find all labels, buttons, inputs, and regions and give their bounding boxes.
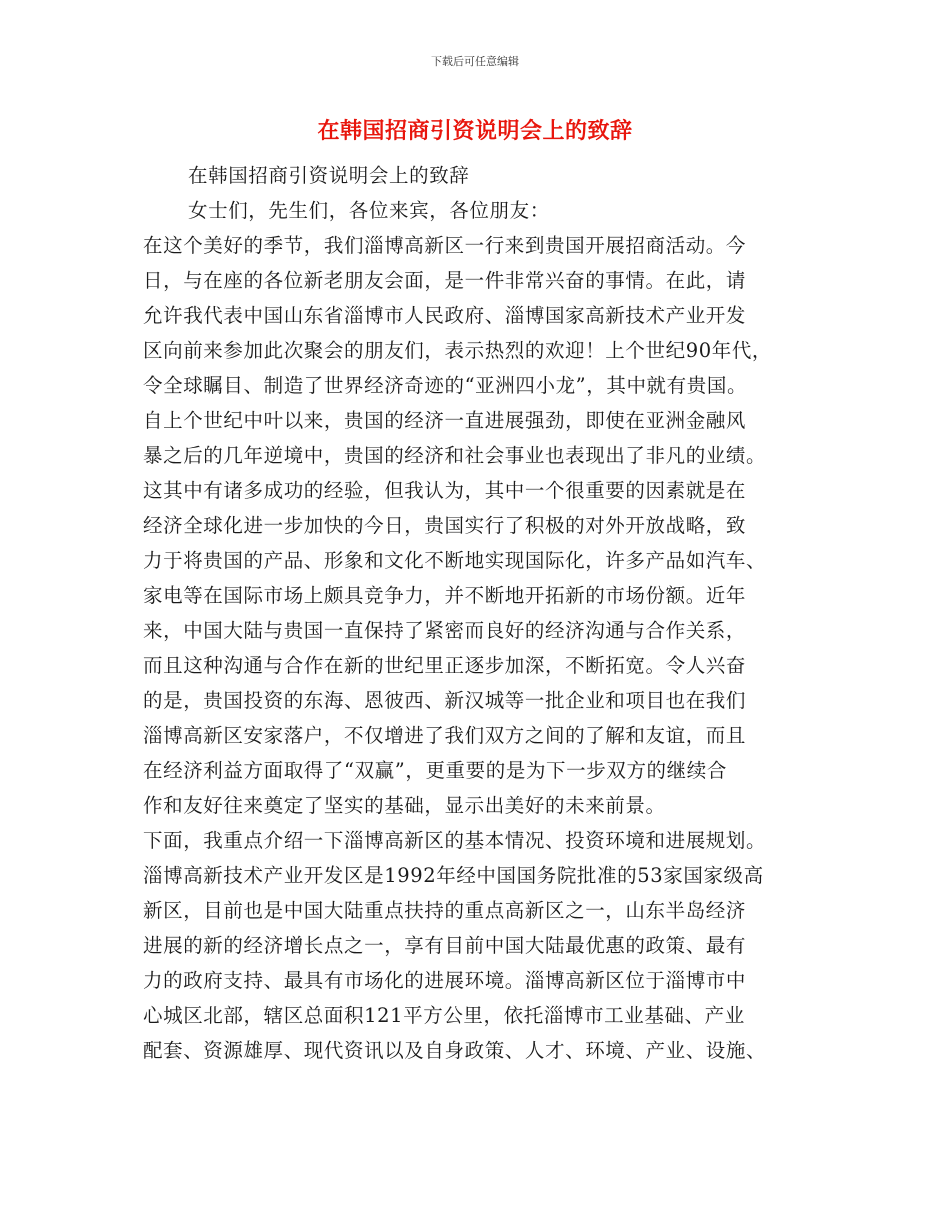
body-line: 下面，我重点介绍一下淄博高新区的基本情况、投资环境和进展规划。 <box>143 829 767 852</box>
body-line: 心城区北部，辖区总面积121平方公里，依托淄博市工业基础、产业 <box>143 1004 745 1027</box>
body-line: 日，与在座的各位新老朋友会面，是一件非常兴奋的事情。在此，请 <box>143 269 747 292</box>
body-line: 自上个世纪中叶以来，贵国的经济一直进展强劲，即使在亚洲金融风 <box>143 409 747 432</box>
body-line: 淄博高新区安家落户，不仅增进了我们双方之间的了解和友谊，而且 <box>143 724 747 747</box>
body-line: 女士们，先生们，各位来宾，各位朋友： <box>188 199 550 222</box>
body-line: 配套、资源雄厚、现代资讯以及自身政策、人才、环境、产业、设施、 <box>143 1039 767 1062</box>
body-line: 而且这种沟通与合作在新的世纪里正逐步加深，不断拓宽。令人兴奋 <box>143 654 747 677</box>
body-line: 作和友好往来奠定了坚实的基础，显示出美好的未来前景。 <box>143 794 666 817</box>
body-line: 力于将贵国的产品、形象和文化不断地实现国际化，许多产品如汽车、 <box>143 549 767 572</box>
body-line: 在韩国招商引资说明会上的致辞 <box>188 164 470 187</box>
body-line: 区向前来参加此次聚会的朋友们，表示热烈的欢迎！上个世纪90年代， <box>143 339 773 362</box>
body-line: 淄博高新技术产业开发区是1992年经中国国务院批准的53家国家级高 <box>143 864 764 887</box>
header-note: 下载后可任意编辑 <box>431 55 519 68</box>
body-line: 在这个美好的季节，我们淄博高新区一行来到贵国开展招商活动。今 <box>143 234 747 257</box>
body-line: 经济全球化进一步加快的今日，贵国实行了积极的对外开放战略，致 <box>143 514 747 537</box>
body-line: 暴之后的几年逆境中，贵国的经济和社会事业也表现出了非凡的业绩。 <box>143 444 767 467</box>
body-line: 力的政府支持、最具有市场化的进展环境。淄博高新区位于淄博市中 <box>143 969 747 992</box>
body-line: 进展的新的经济增长点之一，享有目前中国大陆最优惠的政策、最有 <box>143 934 747 957</box>
body-line: 这其中有诸多成功的经验，但我认为，其中一个很重要的因素就是在 <box>143 479 747 502</box>
document-title: 在韩国招商引资说明会上的致辞 <box>317 119 633 144</box>
body-line: 的是，贵国投资的东海、恩彼西、新汉城等一批企业和项目也在我们 <box>143 689 747 712</box>
body-line: 令全球瞩目、制造了世界经济奇迹的“亚洲四小龙”，其中就有贵国。 <box>143 374 748 397</box>
body-line: 家电等在国际市场上颇具竞争力，并不断地开拓新的市场份额。近年 <box>143 584 747 607</box>
body-line: 来，中国大陆与贵国一直保持了紧密而良好的经济沟通与合作关系， <box>143 619 747 642</box>
body-line: 允许我代表中国山东省淄博市人民政府、淄博国家高新技术产业开发 <box>143 304 747 327</box>
body-line: 新区，目前也是中国大陆重点扶持的重点高新区之一，山东半岛经济 <box>143 899 747 922</box>
body-line: 在经济利益方面取得了“双赢”，更重要的是为下一步双方的继续合 <box>143 759 727 782</box>
document-body <box>143 158 809 1068</box>
